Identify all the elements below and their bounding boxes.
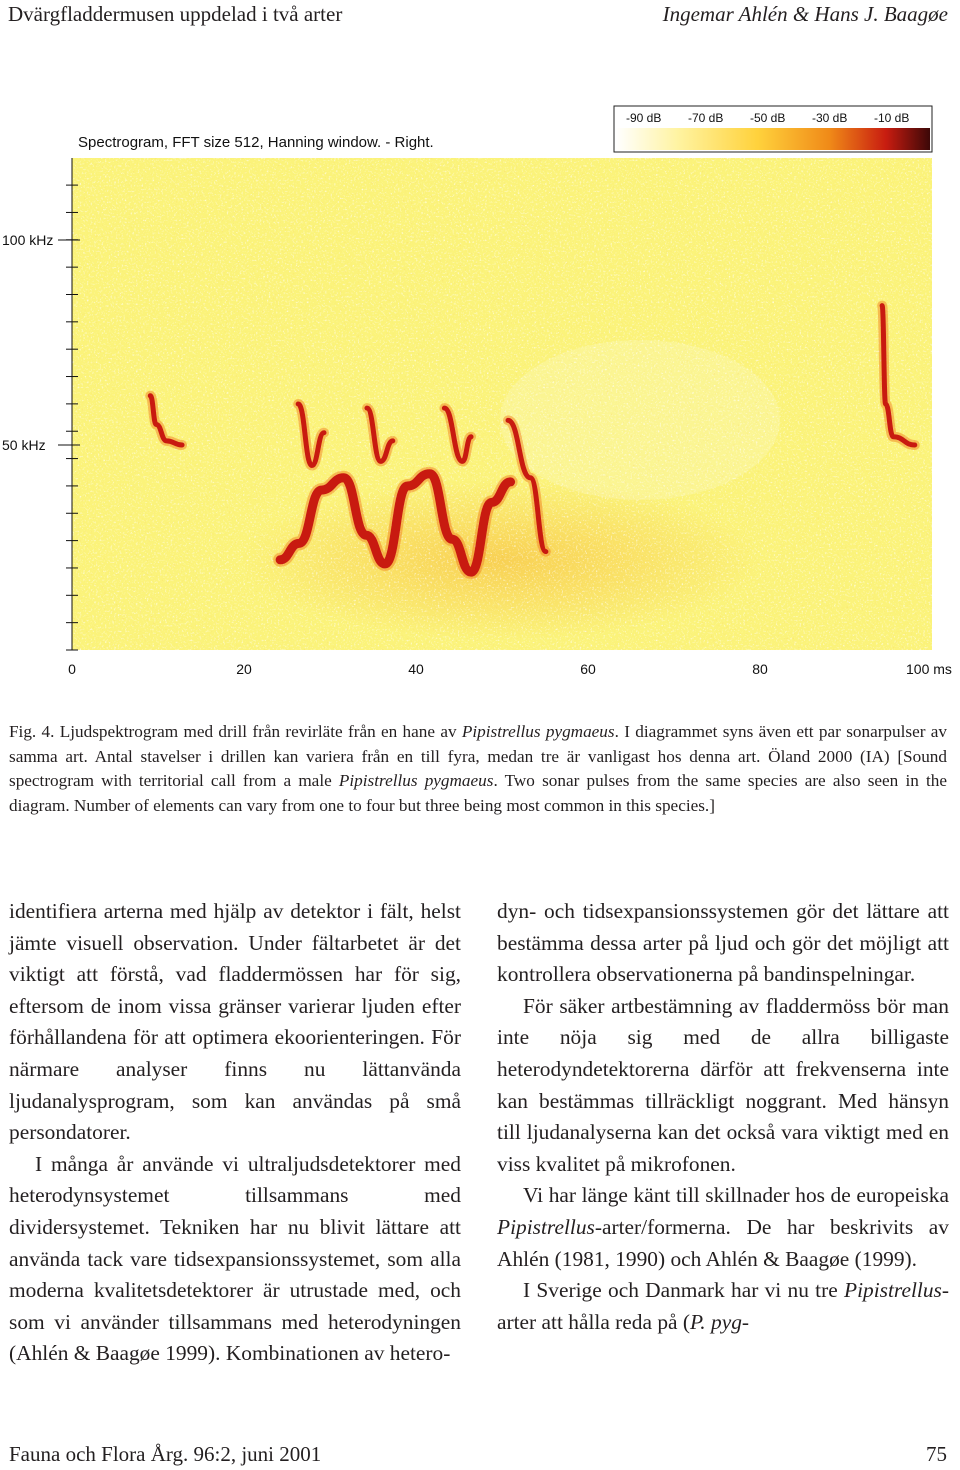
y-axis-labels	[2, 232, 53, 453]
page-number: 75	[926, 1442, 947, 1466]
x-tick-label: 100 ms	[906, 661, 952, 677]
paragraph-text: -arter/formerna. De har beskrivits av Ahlén (1981, 1990) och Ahlén & Baagøe (1999).	[497, 1214, 949, 1271]
caption-species: Pipistrellus pygmaeus	[461, 722, 615, 741]
paragraph: identifiera arterna med hjälp av detektor i fält, helst jämte visuell observation. Under fältarbetet är det viktigt att förstå, vad fladdermössen har för sig, eftersom de inom vissa gränser varierar ljuden efter förhållandena för att optimera ekoorienteringen. För närmare analyser finns nu lättanvända ljudanalysprogram, som kan användas på små persondatorer.	[9, 899, 461, 1145]
spectrogram-title: Spectrogram, FFT size 512, Hanning window. - Right.	[78, 134, 434, 151]
colorbar-tick-label: -10 dB	[874, 111, 910, 125]
genus-name: Pipistrellus	[844, 1278, 942, 1303]
x-tick-label: 60	[580, 661, 596, 677]
colorbar-tick-label: -70 dB	[688, 111, 724, 125]
paragraph-text: Vi har länge känt till skillnader hos de europeiska	[523, 1183, 949, 1208]
y-tick-label: 50 kHz	[2, 437, 46, 453]
paragraph	[497, 1180, 949, 1275]
caption-species: Pipistrellus pygmaeus	[338, 771, 494, 791]
caption-text: Fig. 4. Ljudspektrogram med drill från revirläte från en hane av	[9, 722, 462, 741]
x-tick-label: 0	[68, 661, 76, 677]
caption-text: . Two sonar pulses from the same species are also seen in the diagram. Number of elements can vary from one to four but three being most common in this species.]	[9, 771, 947, 815]
colorbar-tick-label: -90 dB	[626, 111, 662, 125]
spectrogram-figure	[0, 96, 960, 686]
caption-text: . I diagrammet syns även ett par sonarpulser av samma art. Antal stavelser i drillen kan variera från en till fyra, medan tre är vanligast hos denna art. Öland 2000 (IA) [Sound spectrogram with territorial call from a male	[9, 722, 947, 791]
x-axis-labels	[68, 661, 952, 677]
colorbar-tick-label: -30 dB	[812, 111, 848, 125]
x-tick-label: 20	[236, 661, 252, 677]
genus-name: Pipistrellus	[497, 1214, 595, 1239]
figure-caption	[9, 720, 947, 818]
running-header-title: Dvärgfladdermusen uppdelad i två arter	[8, 2, 343, 26]
footer-journal: Fauna och Flora Årg. 96:2, juni 2001	[9, 1442, 322, 1466]
running-header-authors: Ingemar Ahlén & Hans J. Baagøe	[662, 2, 948, 26]
species-abbrev: P. pyg-	[690, 1309, 750, 1334]
x-tick-label: 80	[752, 661, 768, 677]
body-column-left	[9, 896, 461, 1370]
paragraph: För säker artbestämning av fladdermöss bör man inte nöja sig med de allra billigaste heterodyndetektorerna därför att frekvenserna inte kan bestämmas tillräckligt noggrant. Med hänsyn till ljudanalyserna kan det också vara viktigt med en viss kvalitet på mikrofonen.	[497, 993, 949, 1176]
paragraph: dyn- och tidsexpansionssystemen gör det lättare att bestämma dessa arter på ljud och gör det möjligt att kontrollera observationerna på bandinspelningar.	[497, 899, 949, 987]
paragraph: I många år använde vi ultraljudsdetektorer med heterodynsystemet tillsammans med dividersystemet. Tekniken har nu blivit lättare att använda tack vare tidsexpansionssystemet, som alla moderna kvalitetsdetektorer är utrustade med, och som vi använder tillsammans med heterodyningen (Ahlén & Baagøe 1999). Kombinationen av hetero-	[9, 1151, 461, 1366]
paragraph	[497, 1275, 949, 1338]
paragraph-text: -arter att hålla reda på (	[497, 1278, 949, 1334]
paragraph-text: I Sverige och Danmark har vi nu tre	[523, 1278, 845, 1303]
spectrogram-speckle-orange	[72, 158, 932, 650]
colorbar-tick-label: -50 dB	[750, 111, 786, 125]
y-tick-label: 100 kHz	[2, 232, 54, 248]
body-column-right	[497, 896, 949, 1338]
spectrogram-plot	[72, 158, 932, 650]
colorbar-gradient	[616, 128, 930, 150]
x-tick-label: 40	[408, 661, 424, 677]
